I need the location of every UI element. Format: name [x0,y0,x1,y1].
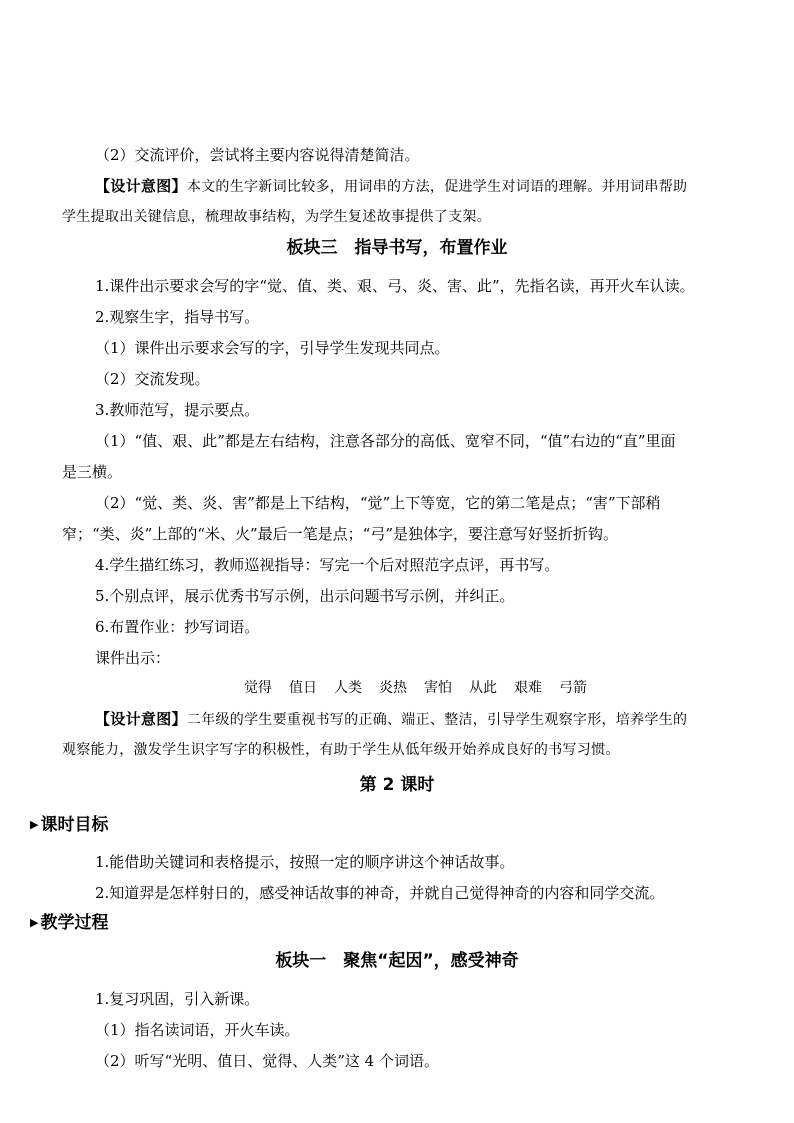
paragraph-line: 窄；“类、炎”上部的“米、火”最后一笔是点；“弓”是独体字，要注意写好竖折折钩。 [62,525,619,543]
design-intent-tag: 【设计意图】 [95,177,187,195]
paragraph-line: 是三横。 [62,463,123,481]
triangle-right-icon: ▶ [30,916,39,929]
word-item: 值日 [289,680,317,696]
design-intent-text: 二年级的学生要重视书写的正确、端正、整洁，引导学生观察字形，培养学生的 [186,712,688,728]
lesson-2-title: 第 2 课时 [359,775,435,795]
word-item: 弓箭 [559,680,587,696]
paragraph-line: 3.教师范写，提示要点。 [95,401,260,419]
design-intent-2-line-2: 观察能力，激发学生识字写字的积极性，有助于学生从低年级开始养成良好的书写习惯。 [62,742,620,758]
paragraph-line: （2）听写“光明、值日、觉得、人类”这 4 个词语。 [95,1052,439,1070]
process-section-heading [30,913,108,933]
paragraph-line: （1）指名读词语，开火车读。 [95,1021,300,1039]
paragraph-line: 1.课件出示要求会写的字“觉、值、类、艰、弓、炎、害、此”，先指名读，再开火车认读。 [95,277,695,295]
triangle-right-icon: ▶ [30,818,39,831]
block-3-title: 板块三 指导书写，布置作业 [286,238,508,258]
design-intent-1-line-1 [95,176,687,197]
paragraph-line: 2.知道羿是怎样射日的，感受神话故事的神奇，并就自己觉得神奇的内容和同学交流。 [95,884,665,902]
word-list [244,678,587,698]
design-intent-text: 本文的生字新词比较多，用词串的方法，促进学生对词语的理解。并用词串帮助 [186,179,688,195]
word-item: 人类 [334,680,362,696]
paragraph-line: 5.个别点评，展示优秀书写示例，出示问题书写示例，并纠正。 [95,587,515,605]
paragraph-line: 课件出示： [95,649,171,667]
word-item: 炎热 [379,680,407,696]
goals-section-heading [30,815,108,835]
paragraph-line: （2）“觉、类、炎、害”都是上下结构，“觉”上下等宽，它的第二笔是点；“害”下部稍 [95,494,661,512]
paragraph-line: 1.复习巩固，引入新课。 [95,990,260,1008]
design-intent-2-line-1 [95,709,687,730]
paragraph-line: 6.布置作业：抄写词语。 [95,618,260,636]
process-heading-label: 教学过程 [40,913,109,933]
paragraph-line: 4.学生描红练习，教师巡视指导：写完一个后对照范字点评，再书写。 [95,556,560,574]
block-1-title: 板块一 聚焦“起因”，感受神奇 [275,951,519,971]
paragraph-line: 1.能借助关键词和表格提示，按照一定的顺序讲这个神话故事。 [95,853,515,871]
word-item: 艰难 [514,680,542,696]
paragraph-line: （1）课件出示要求会写的字，引导学生发现共同点。 [95,339,450,357]
word-item: 害怕 [424,680,452,696]
goals-heading-label: 课时目标 [40,815,109,835]
word-item: 从此 [469,680,497,696]
design-intent-tag: 【设计意图】 [95,710,187,728]
paragraph-line: （1）“值、艰、此”都是左右结构，注意各部分的高低、宽窄不同，“值”右边的“直”里面 [95,432,676,450]
paragraph-line: 2.观察生字，指导书写。 [95,308,260,326]
design-intent-1-line-2: 学生提取出关键信息，梳理故事结构，为学生复述故事提供了支架。 [62,209,491,225]
word-item: 觉得 [244,680,272,696]
paragraph-line: （2）交流评价，尝试将主要内容说得清楚简洁。 [95,146,420,164]
paragraph-line: （2）交流发现。 [95,370,210,388]
